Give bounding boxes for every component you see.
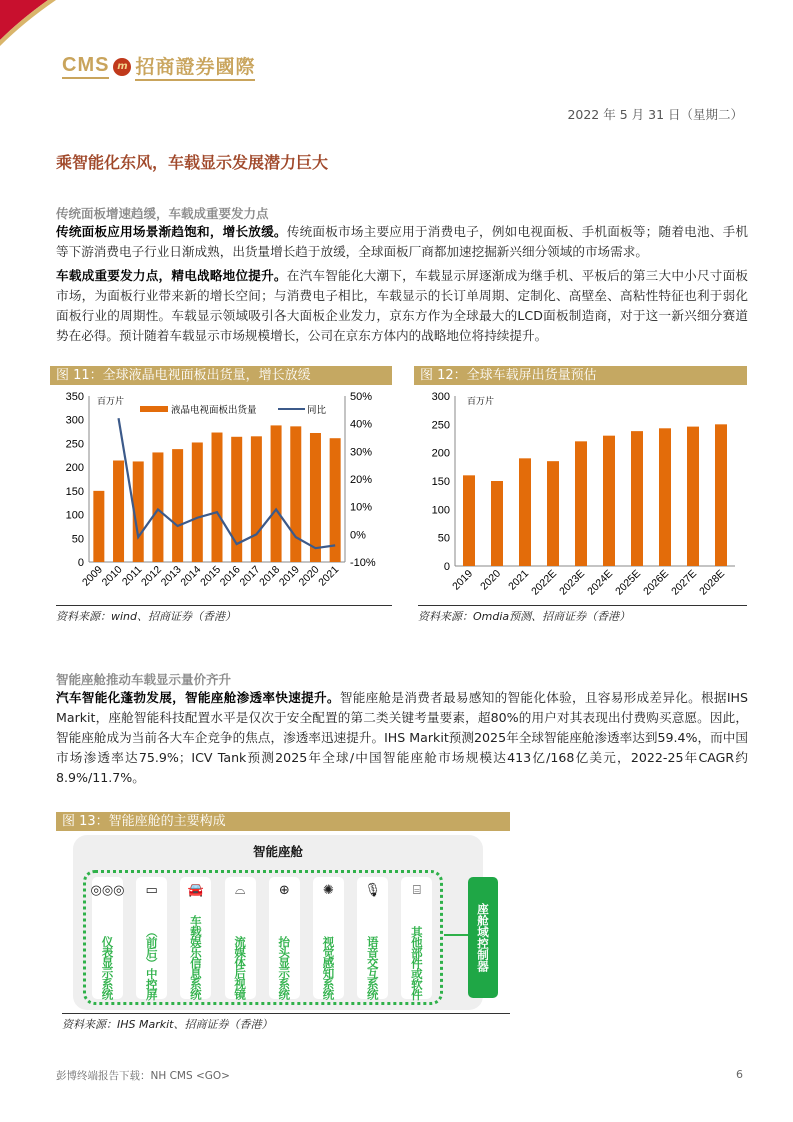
bar xyxy=(463,475,475,566)
figure-11-source: 资料来源：wind、招商证券（香港） xyxy=(56,605,392,624)
x-tick-label: 2020 xyxy=(296,563,322,589)
y2-tick-label: -10% xyxy=(350,557,376,569)
figure-13-source: 资料来源：IHS Markit、招商证券（香港） xyxy=(62,1013,510,1032)
double-arrow-icon xyxy=(444,934,468,936)
y-tick-label: 50 xyxy=(437,532,450,545)
component-label: （前后）中控屏 xyxy=(144,925,159,999)
camera-icon: ✺ xyxy=(323,883,334,898)
x-tick-label: 2025E xyxy=(613,567,644,598)
logo-badge: m xyxy=(113,58,131,76)
y-tick-label: 200 xyxy=(431,447,450,460)
figure-12-title: 图 12：全球车载屏出货量预估 xyxy=(414,366,747,385)
y-tick-label: 250 xyxy=(431,419,450,432)
figure-13-title: 图 13：智能座舱的主要构成 xyxy=(56,812,510,831)
bar xyxy=(687,427,699,566)
paragraph xyxy=(56,266,748,346)
y-tick-label: 100 xyxy=(431,504,450,517)
bar xyxy=(491,481,503,566)
page-title: 乘智能化东风，车载显示发展潜力巨大 xyxy=(56,153,329,172)
component-label: 流媒体后视镜 xyxy=(233,936,248,999)
y2-tick-label: 30% xyxy=(350,446,373,459)
component-label: 其他部件或软件 xyxy=(409,925,424,999)
component-card xyxy=(92,877,123,999)
component-label: 仪表显示系统 xyxy=(100,936,115,999)
router-icon: ⌸ xyxy=(412,883,421,898)
y-tick-label: 300 xyxy=(65,414,84,427)
component-card xyxy=(313,877,344,999)
cockpit-domain-controller: 座舱域控制器 xyxy=(468,877,498,998)
paragraph xyxy=(56,222,748,262)
y-tick-label: 200 xyxy=(65,462,84,475)
y-tick-label: 250 xyxy=(65,438,84,451)
paragraph-text: 传统面板市场主要应用于消费电子，例如电视面板、手机面板等；随着电池、手机等下游消费电子行业日渐成熟，出货量增长趋于放缓，全球面板厂商都加速挖掘新兴细分领域的市场需求。 xyxy=(56,224,749,259)
x-tick-label: 2028E xyxy=(697,567,728,598)
y2-tick-label: 40% xyxy=(350,418,373,431)
unit-label: 百万片 xyxy=(467,396,495,406)
figure-12-source: 资料来源：Omdia预测、招商证券（香港） xyxy=(418,605,747,624)
page-number: 6 xyxy=(736,1068,743,1081)
bar xyxy=(251,436,262,562)
x-tick-label: 2019 xyxy=(276,563,302,589)
chart-auto-display-shipments xyxy=(410,386,747,606)
paragraph-text: 在汽车智能化大潮下，车载显示屏逐渐成为继手机、平板后的第三大中小尺寸面板市场，为面板行业带来新的增长空间；与消费电子相比，车载显示的长订单周期、定制化、高壁垒、高粘性特征也利于弱化面板行业的周期性。车载显示领域吸引各大面板企业发力，京东方作为全球最大的LCD面板制造商，对于这一新兴细分赛道势在必得。预计随着车载显示市场规模增长，公司在京东方体内的战略地位将持续提升。 xyxy=(56,268,749,343)
bar xyxy=(547,461,559,566)
x-tick-label: 2022E xyxy=(529,567,560,598)
component-card xyxy=(401,877,432,999)
x-tick-label: 2019 xyxy=(450,567,476,593)
bar xyxy=(290,426,301,562)
yoy-line xyxy=(119,418,336,548)
bar xyxy=(575,441,587,566)
y-tick-label: 150 xyxy=(65,485,84,498)
x-tick-label: 2015 xyxy=(198,563,224,589)
x-tick-label: 2009 xyxy=(79,563,105,589)
component-card xyxy=(136,877,167,999)
bar xyxy=(519,458,531,566)
x-tick-label: 2013 xyxy=(158,563,184,589)
section-heading: 智能座舱推动车载显示量价齐升 xyxy=(56,672,232,687)
gauge-icon: ◎◎◎ xyxy=(90,883,125,898)
legend-bar-swatch xyxy=(140,406,168,412)
bar xyxy=(212,433,223,562)
y2-tick-label: 0% xyxy=(350,529,366,542)
bar xyxy=(603,436,615,566)
component-label: 车载娱乐信息系统 xyxy=(188,915,203,999)
bar xyxy=(631,431,643,566)
hud-icon: ⊕ xyxy=(278,883,290,898)
car-music-icon: 🚘 xyxy=(187,883,204,898)
mirror-icon: ⌓ xyxy=(234,883,246,898)
y2-tick-label: 50% xyxy=(350,391,373,403)
component-card xyxy=(180,877,211,999)
x-tick-label: 2021 xyxy=(506,567,532,593)
x-tick-label: 2024E xyxy=(585,567,616,598)
component-label: 语音交互系统 xyxy=(365,936,380,999)
bar xyxy=(93,491,104,562)
component-label: 视觉感知系统 xyxy=(321,936,336,999)
logo-cn: 招商證券國際 xyxy=(135,52,255,81)
chart-tv-panel-shipments xyxy=(50,386,392,606)
bar xyxy=(715,424,727,566)
footer-text: 彭博终端报告下载：NH CMS <GO> xyxy=(56,1070,230,1082)
bar xyxy=(172,449,183,562)
bar xyxy=(310,433,321,562)
x-tick-label: 2012 xyxy=(139,563,165,589)
y-tick-label: 100 xyxy=(65,509,84,522)
x-tick-label: 2016 xyxy=(217,563,243,589)
smart-cockpit-title: 智能座舱 xyxy=(252,844,303,859)
y-tick-label: 150 xyxy=(431,476,450,488)
component-card xyxy=(225,877,256,999)
section-heading: 传统面板增速趋缓，车载成重要发力点 xyxy=(56,206,269,221)
legend-bar-label: 液晶电视面板出货量 xyxy=(171,405,257,416)
x-tick-label: 2021 xyxy=(316,563,342,589)
y2-tick-label: 10% xyxy=(350,501,373,514)
component-label: 抬头显示系统 xyxy=(277,936,292,999)
figure-11-title: 图 11：全球液晶电视面板出货量，增长放缓 xyxy=(50,366,392,385)
x-tick-label: 2011 xyxy=(119,563,145,589)
y-tick-label: 0 xyxy=(77,557,84,569)
screen-icon: ▭ xyxy=(145,883,158,898)
bar xyxy=(330,438,341,562)
unit-label: 百万片 xyxy=(97,396,125,406)
y-tick-label: 350 xyxy=(65,391,84,403)
microphone-icon: 🎙 xyxy=(364,883,381,898)
x-tick-label: 2014 xyxy=(178,563,204,589)
x-tick-label: 2018 xyxy=(257,563,283,589)
component-card xyxy=(269,877,300,999)
bar xyxy=(659,428,671,566)
paragraph-lead: 车载成重要发力点，精电战略地位提升。 xyxy=(56,268,287,283)
legend-line-label: 同比 xyxy=(307,405,327,416)
y-tick-label: 0 xyxy=(443,561,450,573)
x-tick-label: 2026E xyxy=(641,567,672,598)
company-logo xyxy=(62,52,255,81)
y2-tick-label: 20% xyxy=(350,474,373,486)
paragraph-text: 智能座舱是消费者最易感知的智能化体验，且容易形成差异化。根据IHS Markit，座舱智能科技配置水平是仅次于安全配置的第二类关键考量要素，超80%的用户对其表现出付费购买意愿。因此，智能座舱成为当前各大车企竞争的焦点，渗透率迅速提升。IHS Markit预测2025年全球智能座舱渗透率达到59.4%，而中国市场渗透率达75.9%；ICV Tank预测2025年全球/中国智能座舱市场规模达413亿/168亿美元，2022-25年CAGR约8.9%/11.7%。 xyxy=(56,690,748,785)
report-date: 2022 年 5 月 31 日（星期二） xyxy=(567,107,743,122)
paragraph xyxy=(56,688,748,788)
x-tick-label: 2017 xyxy=(237,563,263,589)
bar xyxy=(271,425,282,562)
x-tick-label: 2027E xyxy=(669,567,700,598)
bar xyxy=(192,442,203,562)
x-tick-label: 2023E xyxy=(557,567,588,598)
component-card xyxy=(357,877,388,999)
paragraph-lead: 传统面板应用场景渐趋饱和，增长放缓。 xyxy=(56,224,287,239)
x-tick-label: 2010 xyxy=(99,563,125,589)
bar xyxy=(113,461,124,562)
y-tick-label: 300 xyxy=(431,391,450,403)
bar xyxy=(152,452,163,562)
x-tick-label: 2020 xyxy=(478,567,504,593)
y-tick-label: 50 xyxy=(71,533,84,546)
logo-en: CMS xyxy=(62,54,109,79)
paragraph-lead: 汽车智能化蓬勃发展，智能座舱渗透率快速提升。 xyxy=(56,690,340,705)
